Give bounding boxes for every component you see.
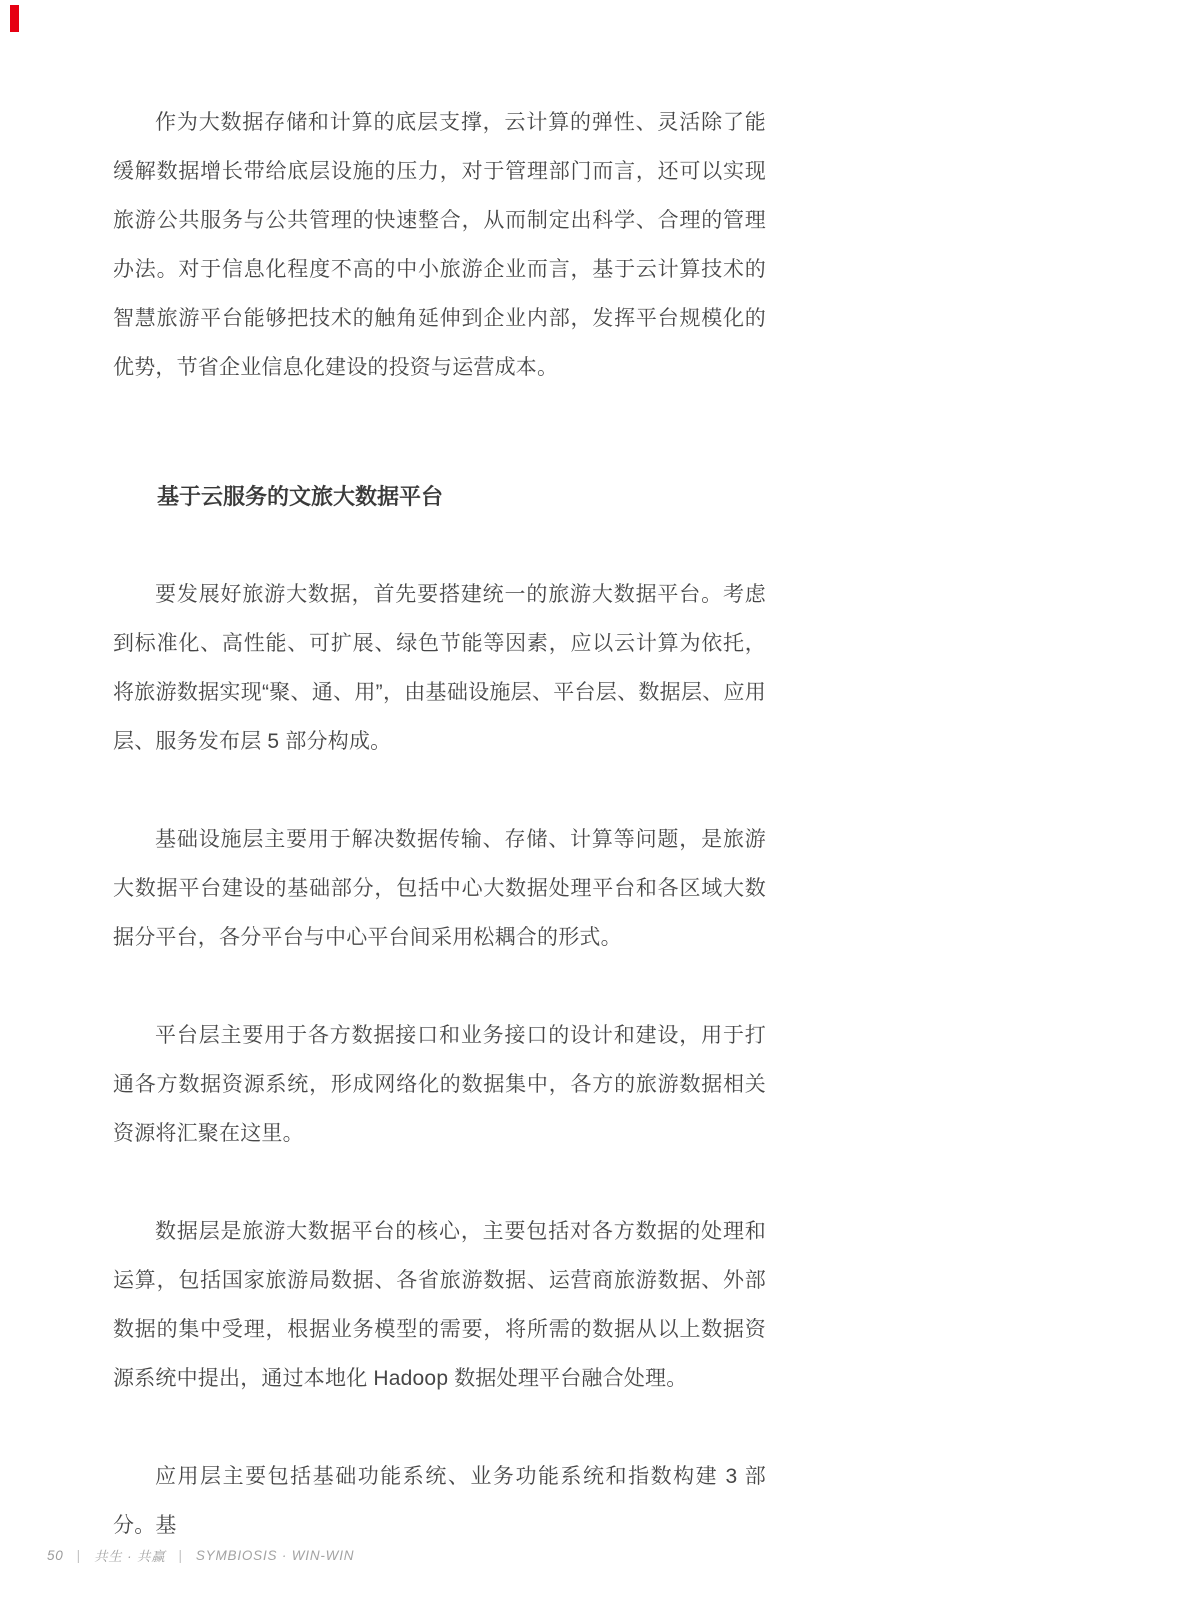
article-body — [113, 0, 766, 1599]
body-paragraph-data-layer: 数据层是旅游大数据平台的核心，主要包括对各方数据的处理和运算，包括国家旅游局数据、各省旅游数据、运营商旅游数据、外部数据的集中受理，根据业务模型的需要，将所需的数据从以上数据资源系统中提出，通过本地化 Hadoop 数据处理平台融合处理。 — [113, 1220, 766, 1390]
body-paragraph-application-layer: 应用层主要包括基础功能系统、业务功能系统和指数构建 3 部分。基 — [113, 1465, 766, 1537]
footer-motto-chinese: 共生 · 共赢 — [93, 1549, 166, 1564]
footer-divider: | — [76, 1547, 81, 1563]
body-paragraph-intro: 作为大数据存储和计算的底层支撑，云计算的弹性、灵活除了能缓解数据增长带给底层设施的压力，对于管理部门而言，还可以实现旅游公共服务与公共管理的快速整合，从而制定出科学、合理的管理办法。对于信息化程度不高的中小旅游企业而言，基于云计算技术的智慧旅游平台能够把技术的触角延伸到企业内部，发挥平台规模化的优势，节省企业信息化建设的投资与运营成本。 — [113, 111, 766, 379]
page-number: 50 — [47, 1547, 64, 1563]
footer-motto-english: SYMBIOSIS · WIN-WIN — [195, 1547, 355, 1563]
footer-divider: | — [178, 1547, 183, 1563]
section-heading: 基于云服务的文旅大数据平台 — [157, 484, 444, 509]
page-corner-accent-bar — [10, 5, 19, 32]
body-paragraph-platform-overview: 要发展好旅游大数据，首先要搭建统一的旅游大数据平台。考虑到标准化、高性能、可扩展、绿色节能等因素，应以云计算为依托，将旅游数据实现“聚、通、用”，由基础设施层、平台层、数据层、应用层、服务发布层 5 部分构成。 — [113, 583, 766, 753]
body-paragraph-platform-layer: 平台层主要用于各方数据接口和业务接口的设计和建设，用于打通各方数据资源系统，形成网络化的数据集中，各方的旅游数据相关资源将汇聚在这里。 — [113, 1024, 766, 1145]
page-footer — [47, 1545, 354, 1565]
body-paragraph-infrastructure-layer: 基础设施层主要用于解决数据传输、存储、计算等问题，是旅游大数据平台建设的基础部分，包括中心大数据处理平台和各区域大数据分平台，各分平台与中心平台间采用松耦合的形式。 — [113, 828, 766, 949]
